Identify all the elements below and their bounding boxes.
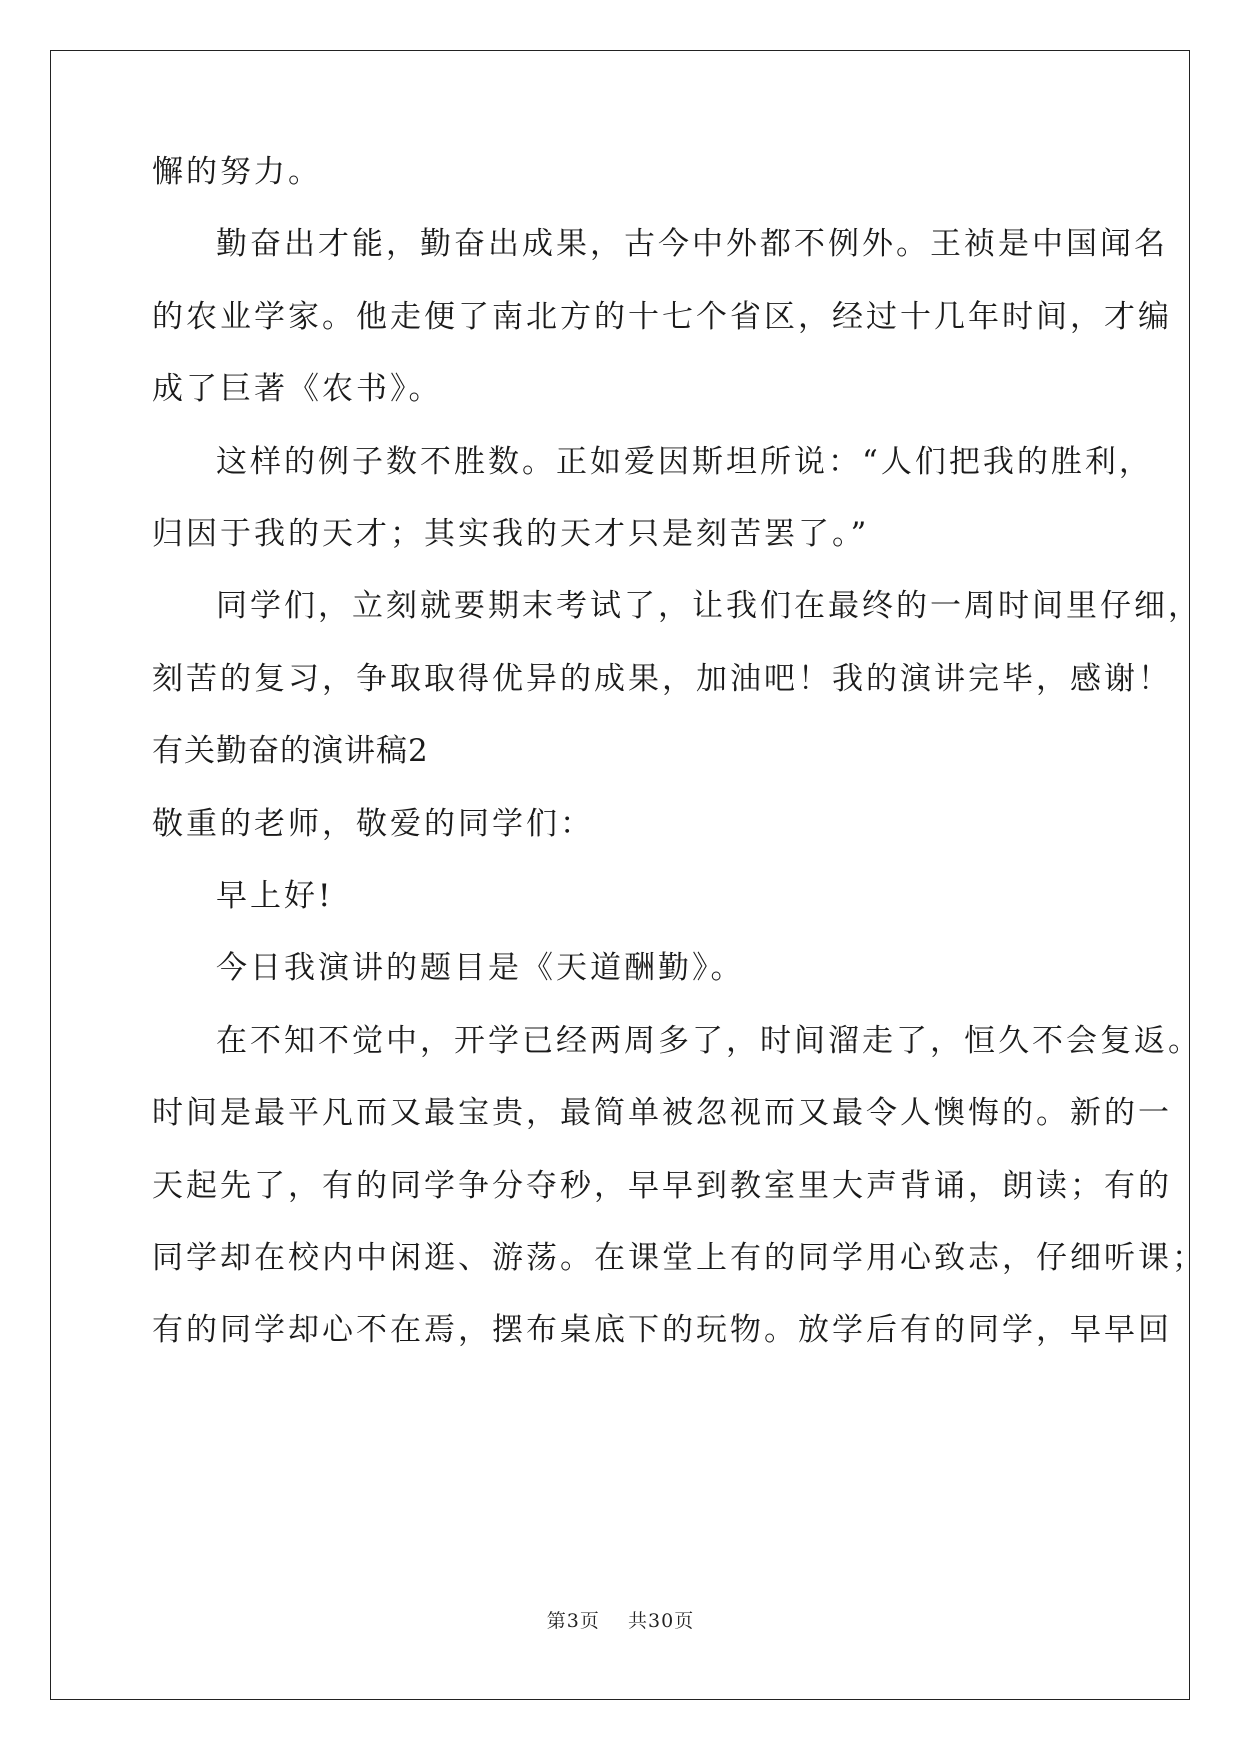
text-line: 成了巨著《农书》。 — [152, 371, 443, 408]
page-total: 共30页 — [628, 1610, 695, 1632]
text-line: 时间是最平凡而又最宝贵，最简单被忽视而又最令人懊悔的。新的一 — [152, 1095, 1172, 1132]
paragraph-start-line: 在不知不觉中，开学已经两周多了，时间溜走了，恒久不会复返。 — [216, 1022, 1202, 1059]
text-line: 懈的努力。 — [152, 154, 322, 190]
text-line: 的农业学家。他走便了南北方的十七个省区，经过十几年时间，才编 — [152, 298, 1172, 335]
greeting-line: 早上好! — [216, 878, 334, 914]
text-line: 归因于我的天才；其实我的天才只是刻苦罢了。” — [152, 516, 870, 552]
page-number: 第3页 — [546, 1610, 600, 1632]
text-line: 刻苦的复习，争取取得优异的成果，加油吧！我的演讲完毕，感谢！ — [152, 660, 1172, 697]
paragraph-start-line: 今日我演讲的题目是《天道酬勤》。 — [216, 950, 745, 987]
page-footer — [0, 1606, 1241, 1633]
text-line: 有的同学却心不在焉，摆布桌底下的玩物。放学后有的同学，早早回 — [152, 1312, 1172, 1349]
paragraph-start-line: 勤奋出才能，勤奋出成果，古今中外都不例外。王祯是中国闻名 — [216, 226, 1168, 263]
salutation-line: 敬重的老师，敬爱的同学们： — [152, 805, 594, 842]
paragraph-start-line: 同学们，立刻就要期末考试了，让我们在最终的一周时间里仔细， — [216, 588, 1202, 625]
text-line: 天起先了，有的同学争分夺秒，早早到教室里大声背诵，朗读；有的 — [152, 1167, 1172, 1204]
document-body — [152, 0, 1206, 1500]
paragraph-start-line: 这样的例子数不胜数。正如爱因斯坦所说：“人们把我的胜利， — [216, 443, 1153, 480]
text-line: 同学却在校内中闲逛、游荡。在课堂上有的同学用心致志，仔细听课； — [152, 1240, 1206, 1276]
section-heading: 有关勤奋的演讲稿2 — [152, 733, 429, 770]
